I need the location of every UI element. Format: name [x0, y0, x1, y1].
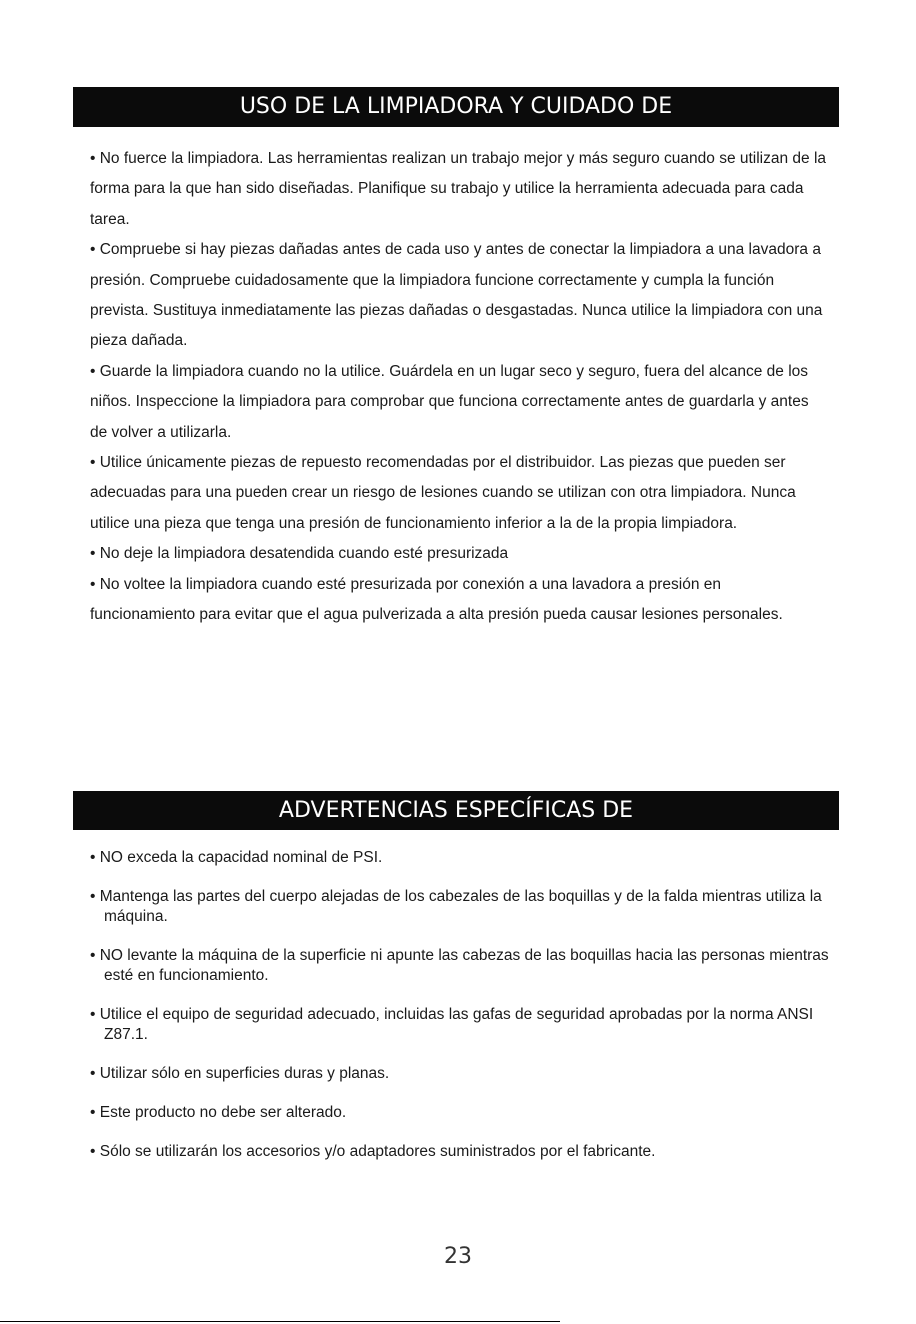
paragraph-piezas-repuesto: • Utilice únicamente piezas de repuesto recomendadas por el distribuidor. Las piezas que pueden ser adecuadas para una pueden crear un riesgo de lesiones cuando se utilizan con otra limpiadora. Nunca utilice una pieza que tenga una presión de funcionamiento inferior a la de la propia limpiadora. [90, 454, 796, 532]
paragraph-compruebe-piezas: • Compruebe si hay piezas dañadas antes de cada uso y antes de conectar la limpiadora a una lavadora a presión. Compruebe cuidadosamente que la limpiadora funcione correctamente y cumpla la función prevista. Sustituya inmediatamente las piezas dañadas o desgastadas. Nunca utilice la limpiadora con una pieza dañada. [90, 241, 823, 350]
warning-item: • Mantenga las partes del cuerpo alejadas de los cabezales de las boquillas y de la falda mientras utiliza la máquina. [90, 888, 822, 925]
paragraph-no-fuerce: • No fuerce la limpiadora. Las herramientas realizan un trabajo mejor y más seguro cuando se utilizan de la forma para la que han sido diseñadas. Planifique su trabajo y utilice la herramienta adecuada para cada tarea. [90, 150, 827, 228]
footer-divider [0, 1321, 560, 1322]
warning-item: • NO exceda la capacidad nominal de PSI. [90, 849, 383, 866]
warning-item: • Utilizar sólo en superficies duras y planas. [90, 1065, 390, 1082]
warning-item: • Sólo se utilizarán los accesorios y/o adaptadores suministrados por el fabricante. [90, 1143, 656, 1160]
paragraph-no-voltee: • No voltee la limpiadora cuando esté presurizada por conexión a una lavadora a presión en funcionamiento para evitar que el agua pulverizada a alta presión pueda causar lesiones personales. [90, 575, 783, 624]
section-body-advertencias [90, 848, 840, 1181]
page-number: 23 [444, 1244, 472, 1269]
section-header-advertencias: ADVERTENCIAS ESPECÍFICAS DE [73, 791, 839, 830]
section-header-uso-limpiadora: USO DE LA LIMPIADORA Y CUIDADO DE [73, 87, 839, 127]
section-body-uso-limpiadora [90, 144, 830, 631]
warning-item: • Este producto no debe ser alterado. [90, 1104, 347, 1121]
paragraph-no-deje: • No deje la limpiadora desatendida cuando esté presurizada [90, 545, 509, 563]
warning-item: • NO levante la máquina de la superficie ni apunte las cabezas de las boquillas hacia las personas mientras esté en funcionamiento. [90, 947, 829, 984]
warning-item: • Utilice el equipo de seguridad adecuado, incluidas las gafas de seguridad aprobadas por la norma ANSI Z87.1. [90, 1006, 814, 1043]
paragraph-guarde-limpiadora: • Guarde la limpiadora cuando no la utilice. Guárdela en un lugar seco y seguro, fuera del alcance de los niños. Inspeccione la limpiadora para comprobar que funciona correctamente antes de guardarla y antes de volver a utilizarla. [90, 362, 809, 441]
